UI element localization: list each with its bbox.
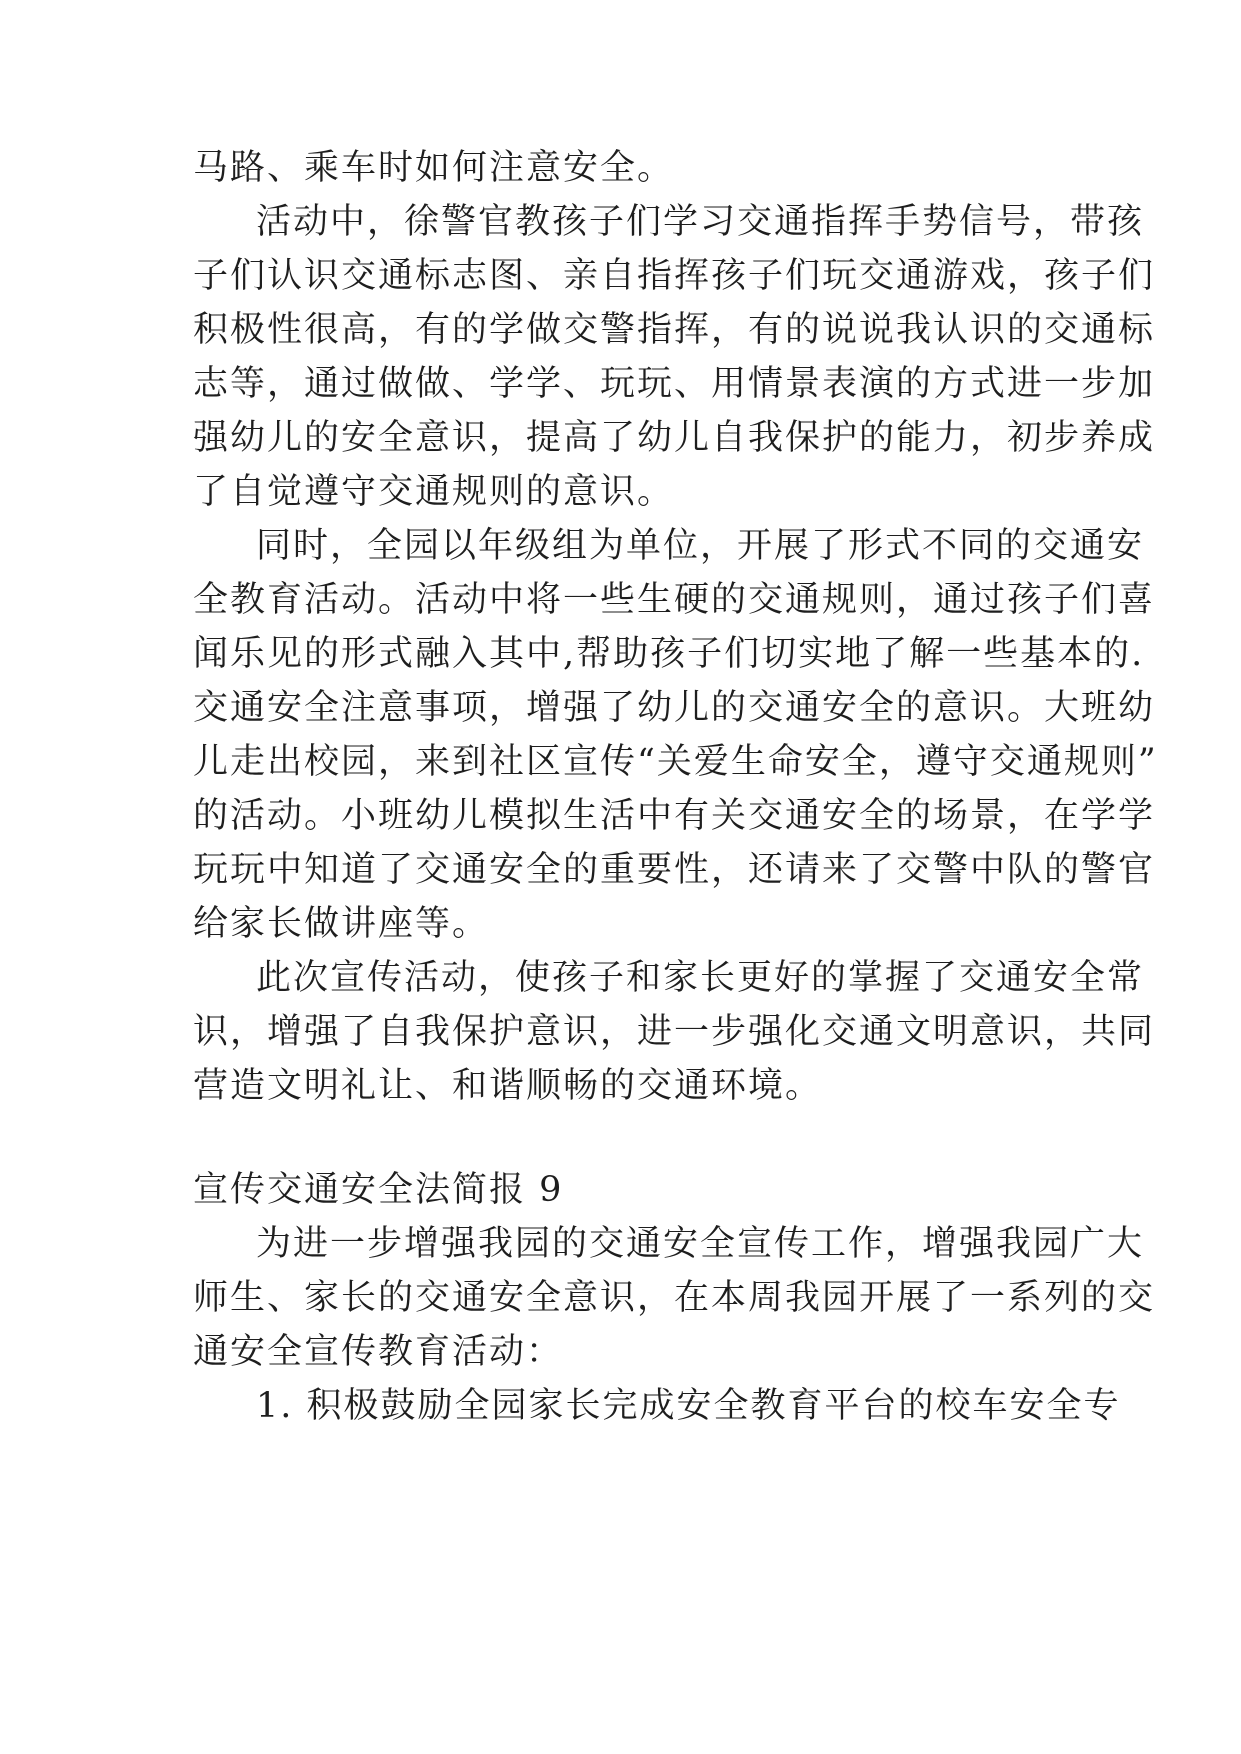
text-line: 儿走出校园，来到社区宣传“关爱生命安全，遵守交通规则” xyxy=(193,742,1158,782)
paragraph-first-line: 为进一步增强我园的交通安全宣传工作，增强我园广大 xyxy=(256,1224,1145,1264)
text-line: 交通安全注意事项，增强了幼儿的交通安全的意识。大班幼 xyxy=(193,688,1156,728)
section-title: 宣传交通安全法简报 9 xyxy=(193,1170,564,1210)
list-item: 1. 积极鼓励全园家长完成安全教育平台的校车安全专 xyxy=(256,1386,1121,1426)
paragraph-first-line: 此次宣传活动，使孩子和家长更好的掌握了交通安全常 xyxy=(256,958,1145,998)
text-line: 全教育活动。活动中将一些生硬的交通规则，通过孩子们喜 xyxy=(193,580,1156,620)
paragraph-first-line: 同时，全园以年级组为单位，开展了形式不同的交通安 xyxy=(256,526,1145,566)
text-line: 积极性很高，有的学做交警指挥，有的说说我认识的交通标 xyxy=(193,310,1156,350)
text-line: 营造文明礼让、和谐顺畅的交通环境。 xyxy=(193,1066,823,1106)
text-line: 通安全宣传教育活动： xyxy=(193,1332,564,1372)
text-line: 马路、乘车时如何注意安全。 xyxy=(193,148,675,188)
text-line: 的活动。小班幼儿模拟生活中有关交通安全的场景，在学学 xyxy=(193,796,1156,836)
text-line: 师生、家长的交通安全意识，在本周我园开展了一系列的交 xyxy=(193,1278,1156,1318)
text-line: 闻乐见的形式融入其中,帮助孩子们切实地了解一些基本的. xyxy=(193,634,1145,674)
text-line: 玩玩中知道了交通安全的重要性，还请来了交警中队的警官 xyxy=(193,850,1156,890)
text-line: 子们认识交通标志图、亲自指挥孩子们玩交通游戏，孩子们 xyxy=(193,256,1156,296)
text-line: 强幼儿的安全意识，提高了幼儿自我保护的能力，初步养成 xyxy=(193,418,1156,458)
paragraph-first-line: 活动中，徐警官教孩子们学习交通指挥手势信号，带孩 xyxy=(256,202,1145,242)
text-line: 了自觉遵守交通规则的意识。 xyxy=(193,472,675,512)
text-line: 给家长做讲座等。 xyxy=(193,904,490,944)
text-line: 识，增强了自我保护意识，进一步强化交通文明意识，共同 xyxy=(193,1012,1156,1052)
text-line: 志等，通过做做、学学、玩玩、用情景表演的方式进一步加 xyxy=(193,364,1156,404)
